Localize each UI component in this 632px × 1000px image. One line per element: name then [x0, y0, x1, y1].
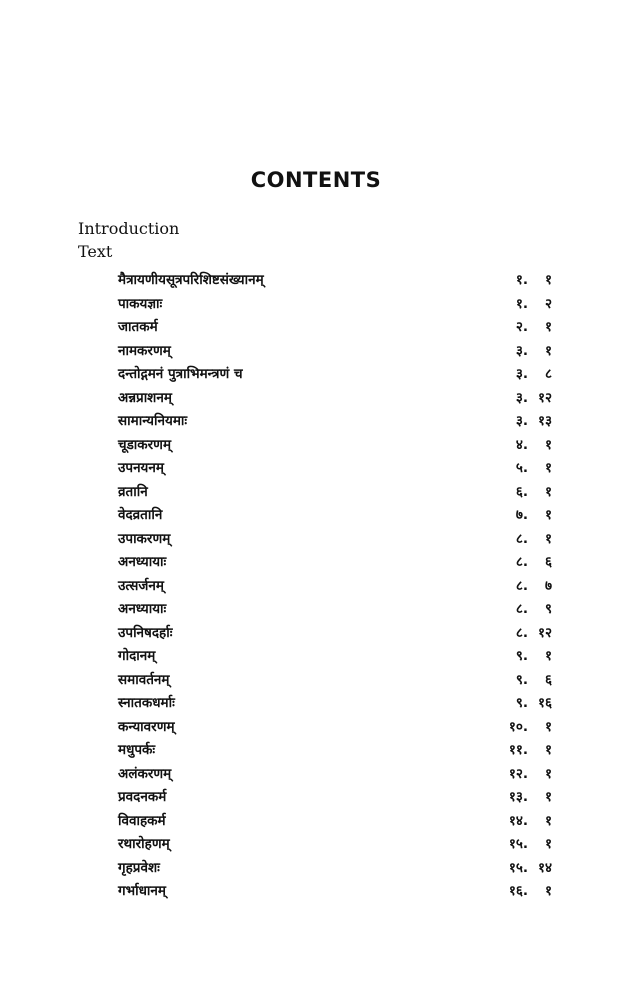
entry-reference: [500, 435, 552, 453]
entry-chapter: ३.: [515, 389, 528, 406]
entry-title: गोदानम्: [118, 648, 156, 664]
page-title: CONTENTS: [250, 168, 382, 192]
entry-reference: [500, 388, 552, 406]
contents-entry: [0, 458, 632, 482]
entry-title: प्रवदनकर्म: [118, 789, 167, 805]
entry-reference: [500, 740, 552, 758]
entry-section: १: [544, 836, 552, 852]
entry-section: १: [544, 530, 552, 547]
entry-chapter: १५.: [508, 859, 528, 876]
entry-reference: [500, 294, 552, 312]
entry-reference: [500, 646, 552, 664]
entry-reference: [500, 693, 552, 711]
entry-title: मैत्रायणीयसूत्रपरिशिष्टसंख्यानम्: [118, 272, 264, 288]
entry-section: १: [544, 319, 552, 335]
entry-chapter: १.: [515, 295, 528, 312]
entry-section: १२: [537, 624, 552, 641]
contents-entry: [0, 552, 632, 576]
contents-entry: [0, 764, 632, 788]
entry-section: १४: [537, 859, 552, 876]
entry-chapter: १६.: [508, 883, 528, 899]
contents-entry: [0, 811, 632, 835]
contents-entry: [0, 693, 632, 717]
contents-entry: [0, 834, 632, 858]
contents-entry: [0, 740, 632, 764]
entry-reference: [500, 576, 552, 594]
entry-chapter: १५.: [508, 836, 528, 852]
entry-section: ७: [544, 577, 552, 594]
entry-chapter: ५.: [515, 460, 528, 476]
entry-reference: [500, 411, 552, 429]
contents-entry: [0, 270, 632, 294]
entry-title: गर्भाधानम्: [118, 883, 166, 899]
entry-section: १: [544, 436, 552, 453]
entry-section: १: [544, 272, 552, 288]
entry-section: १: [544, 789, 552, 805]
entry-reference: [500, 482, 552, 500]
entry-section: १: [544, 483, 552, 500]
entry-chapter: २.: [515, 319, 528, 335]
entry-section: ८: [544, 366, 552, 382]
entry-title: मधुपर्कः: [118, 742, 156, 758]
front-matter-text: Text: [78, 242, 113, 261]
contents-entry: [0, 529, 632, 553]
entry-chapter: ९.: [515, 648, 528, 664]
entry-chapter: १२.: [508, 765, 528, 782]
entry-reference: [500, 364, 552, 382]
entry-title: वेदव्रतानि: [118, 507, 163, 523]
entry-chapter: ६.: [515, 483, 528, 500]
entry-title: कन्यावरणम्: [118, 718, 175, 735]
entry-reference: [500, 834, 552, 852]
entry-title: जातकर्म: [118, 319, 158, 335]
contents-entry: [0, 411, 632, 435]
entry-section: ६: [544, 671, 552, 688]
entry-title: पाकयज्ञाः: [118, 295, 163, 312]
entry-title: समावर्तनम्: [118, 671, 170, 688]
entry-section: १: [544, 765, 552, 782]
entry-chapter: ८.: [515, 601, 528, 617]
entry-title: दन्तोद्गमनं पुत्राभिमन्त्रणं च: [118, 366, 243, 382]
contents-entry: [0, 482, 632, 506]
entry-reference: [500, 505, 552, 523]
entry-title: उपनिषदर्हाः: [118, 624, 173, 641]
entry-chapter: ९.: [515, 695, 528, 711]
entry-reference: [500, 787, 552, 805]
entry-reference: [500, 341, 552, 359]
entry-title: गृहप्रवेशः: [118, 859, 160, 876]
entry-title: रथारोहणम्: [118, 836, 170, 852]
entry-chapter: ८.: [515, 624, 528, 641]
entry-section: १: [544, 883, 552, 899]
entry-chapter: ९.: [515, 671, 528, 688]
entry-reference: [500, 317, 552, 335]
contents-entry: [0, 717, 632, 741]
entry-chapter: ८.: [515, 530, 528, 547]
entry-title: नामकरणम्: [118, 342, 171, 359]
entry-reference: [500, 552, 552, 570]
entry-chapter: १०.: [508, 718, 528, 735]
entry-title: अनध्यायाः: [118, 554, 167, 570]
entry-section: १२: [537, 389, 552, 406]
entry-chapter: ३.: [515, 342, 528, 359]
entry-reference: [500, 717, 552, 735]
entry-title: सामान्यनियमाः: [118, 413, 188, 429]
entry-chapter: ८.: [515, 554, 528, 570]
entry-title: स्नातकधर्माः: [118, 695, 175, 711]
entry-title: चूडाकरणम्: [118, 436, 172, 453]
entry-section: १: [544, 812, 552, 829]
entry-title: व्रतानि: [118, 483, 148, 500]
entry-section: १: [544, 460, 552, 476]
entry-chapter: ३.: [515, 413, 528, 429]
contents-entry: [0, 646, 632, 670]
entry-title: अनध्यायाः: [118, 601, 167, 617]
entry-section: १: [544, 648, 552, 664]
contents-entry: [0, 787, 632, 811]
entry-reference: [500, 599, 552, 617]
entry-title: उपनयनम्: [118, 460, 164, 476]
contents-list: [0, 270, 632, 905]
entry-reference: [500, 270, 552, 288]
contents-entry: [0, 670, 632, 694]
entry-chapter: ३.: [515, 366, 528, 382]
entry-title: विवाहकर्म: [118, 812, 166, 829]
entry-reference: [500, 529, 552, 547]
entry-section: ६: [544, 554, 552, 570]
entry-chapter: ७.: [515, 507, 528, 523]
entry-section: २: [544, 295, 552, 312]
contents-entry: [0, 858, 632, 882]
entry-chapter: ८.: [515, 577, 528, 594]
entry-section: १६: [537, 695, 552, 711]
entry-reference: [500, 458, 552, 476]
contents-entry: [0, 505, 632, 529]
entry-section: ९: [544, 601, 552, 617]
entry-section: १: [544, 507, 552, 523]
contents-entry: [0, 599, 632, 623]
contents-entry: [0, 576, 632, 600]
entry-reference: [500, 811, 552, 829]
entry-chapter: १.: [515, 272, 528, 288]
entry-chapter: ४.: [515, 436, 528, 453]
contents-entry: [0, 881, 632, 905]
entry-title: उपाकरणम्: [118, 530, 171, 547]
entry-section: १३: [537, 413, 552, 429]
contents-entry: [0, 623, 632, 647]
entry-reference: [500, 623, 552, 641]
entry-title: अलंकरणम्: [118, 765, 172, 782]
contents-entry: [0, 317, 632, 341]
entry-chapter: ११.: [508, 742, 528, 758]
entry-section: १: [544, 742, 552, 758]
front-matter-introduction: Introduction: [78, 219, 180, 238]
entry-reference: [500, 670, 552, 688]
entry-title: उत्सर्जनम्: [118, 577, 164, 594]
entry-title: अन्नप्राशनम्: [118, 389, 172, 406]
contents-entry: [0, 388, 632, 412]
entry-reference: [500, 881, 552, 899]
entry-chapter: १४.: [508, 812, 528, 829]
entry-section: १: [544, 342, 552, 359]
entry-reference: [500, 858, 552, 876]
entry-section: १: [544, 718, 552, 735]
contents-entry: [0, 435, 632, 459]
contents-entry: [0, 341, 632, 365]
entry-chapter: १३.: [508, 789, 528, 805]
entry-reference: [500, 764, 552, 782]
contents-entry: [0, 294, 632, 318]
contents-entry: [0, 364, 632, 388]
